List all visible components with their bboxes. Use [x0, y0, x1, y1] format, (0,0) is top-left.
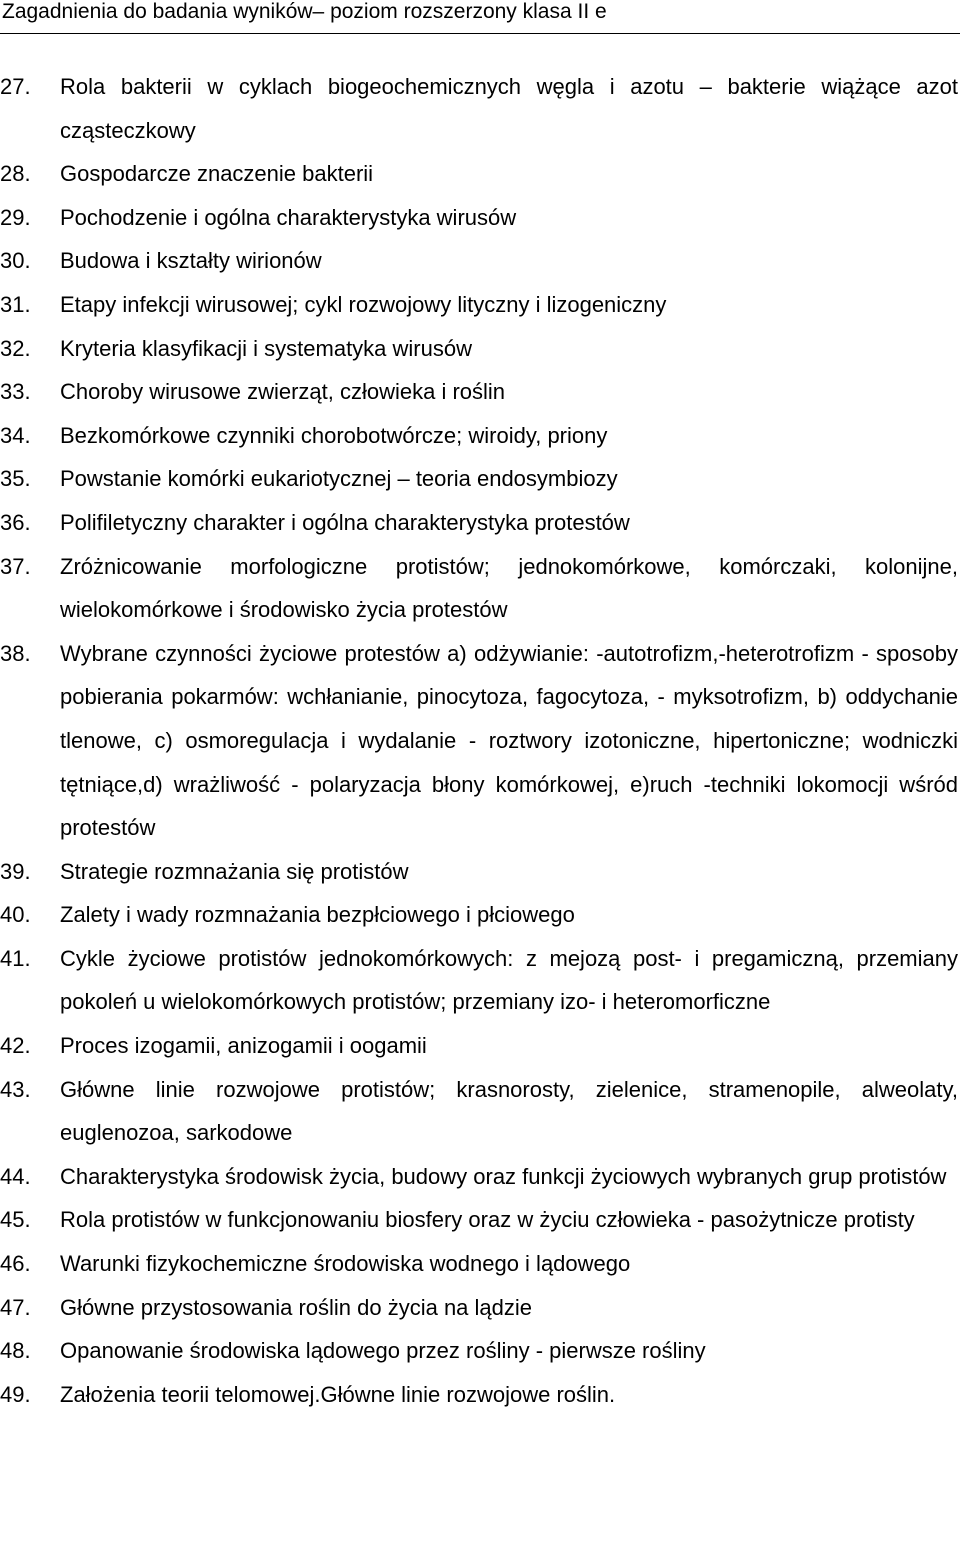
topic-list	[0, 65, 960, 1416]
item-text: Warunki fizykochemiczne środowiska wodnego i lądowego	[60, 1251, 631, 1277]
item-text: Główne przystosowania roślin do życia na lądzie	[60, 1294, 533, 1320]
item-text: Choroby wirusowe zwierząt, człowieka i roślin	[60, 379, 506, 405]
list-item	[0, 1286, 958, 1330]
list-item	[0, 501, 958, 545]
item-text: Rola protistów w funkcjonowaniu biosfery oraz w życiu człowieka - pasożytnicze protisty	[60, 1207, 915, 1233]
item-text: Kryteria klasyfikacji i systematyka wirusów	[60, 335, 472, 361]
list-item	[0, 632, 958, 850]
list-item	[0, 1024, 958, 1068]
item-text: Wybrane czynności życiowe protestów a) odżywianie: -autotrofizm,-heterotrofizm - sposoby pobierania pokarmów: wchłanianie, pinocytoza, fagocytoza, - myksotrofizm, b) oddychanie tlenowe, c) osmoregulacja i wydalanie - roztwory izotoniczne, hipertoniczne; wodniczki tętniące,d) wrażliwość - polaryzacja błony komórkowej, e)ruch -techniki lokomocji wśród protestów	[60, 640, 958, 841]
item-number: 43.	[0, 1076, 31, 1102]
item-number: 32.	[0, 335, 31, 361]
item-number: 38.	[0, 640, 31, 666]
item-number: 31.	[0, 291, 31, 317]
list-item	[0, 196, 958, 240]
list-item	[0, 850, 958, 894]
item-number: 40.	[0, 902, 31, 928]
list-item	[0, 370, 958, 414]
item-text: Zalety i wady rozmnażania bezpłciowego i płciowego	[60, 902, 575, 928]
list-item	[0, 239, 958, 283]
item-number: 30.	[0, 248, 31, 274]
list-item	[0, 327, 958, 371]
item-number: 49.	[0, 1381, 31, 1407]
item-text: Charakterystyka środowisk życia, budowy oraz funkcji życiowych wybranych grup protistów	[60, 1163, 947, 1189]
item-text: Pochodzenie i ogólna charakterystyka wirusów	[60, 204, 517, 230]
item-number: 34.	[0, 422, 31, 448]
list-item	[0, 1198, 958, 1242]
item-number: 36.	[0, 509, 31, 535]
list-item	[0, 893, 958, 937]
item-text: Bezkomórkowe czynniki chorobotwórcze; wiroidy, priony	[60, 422, 608, 448]
item-number: 39.	[0, 858, 31, 884]
item-text: Strategie rozmnażania się protistów	[60, 858, 409, 884]
item-text: Opanowanie środowiska lądowego przez rośliny - pierwsze rośliny	[60, 1338, 706, 1364]
item-number: 45.	[0, 1207, 31, 1233]
list-item	[0, 1242, 958, 1286]
list-item	[0, 152, 958, 196]
item-text: Gospodarcze znaczenie bakterii	[60, 161, 374, 187]
list-item	[0, 1068, 958, 1155]
item-number: 47.	[0, 1294, 31, 1320]
item-number: 28.	[0, 161, 31, 187]
item-number: 41.	[0, 945, 31, 971]
item-text: Zróżnicowanie morfologiczne protistów; jednokomórkowe, komórczaki, kolonijne, wielokomórkowe i środowisko życia protestów	[60, 553, 958, 623]
item-number: 44.	[0, 1163, 31, 1189]
list-item	[0, 1329, 958, 1373]
item-number: 48.	[0, 1338, 31, 1364]
item-text: Rola bakterii w cyklach biogeochemicznych węgla i azotu – bakterie wiążące azot cząsteczkowy	[60, 74, 958, 143]
list-item	[0, 545, 958, 632]
item-text: Cykle życiowe protistów jednokomórkowych: z mejozą post- i pregamiczną, przemiany pokoleń u wielokomórkowych protistów; przemiany izo- i heteromorficzne	[60, 945, 958, 1015]
item-text: Założenia teorii telomowej.Główne linie rozwojowe roślin.	[60, 1381, 616, 1407]
list-item	[0, 457, 958, 501]
list-item	[0, 283, 958, 327]
item-text: Budowa i kształty wirionów	[60, 248, 322, 274]
page-header: Zagadnienia do badania wyników– poziom rozszerzony klasa II e	[2, 0, 607, 23]
list-item	[0, 414, 958, 458]
item-text: Etapy infekcji wirusowej; cykl rozwojowy lityczny i lizogeniczny	[60, 291, 667, 317]
item-number: 37.	[0, 553, 31, 579]
list-item	[0, 1155, 958, 1199]
item-text: Główne linie rozwojowe protistów; krasnorosty, zielenice, stramenopile, alweolaty, euglenozoa, sarkodowe	[60, 1076, 958, 1146]
list-item	[0, 1373, 958, 1417]
item-number: 46.	[0, 1251, 31, 1277]
item-number: 33.	[0, 379, 31, 405]
item-number: 27.	[0, 74, 31, 99]
list-item	[0, 65, 958, 152]
item-text: Proces izogamii, anizogamii i oogamii	[60, 1033, 427, 1059]
item-number: 35.	[0, 466, 31, 492]
item-text: Powstanie komórki eukariotycznej – teoria endosymbiozy	[60, 466, 618, 492]
item-number: 29.	[0, 204, 31, 230]
item-number: 42.	[0, 1033, 31, 1059]
header-rule	[0, 33, 960, 34]
item-text: Polifiletyczny charakter i ogólna charakterystyka protestów	[60, 509, 630, 535]
list-item	[0, 937, 958, 1024]
